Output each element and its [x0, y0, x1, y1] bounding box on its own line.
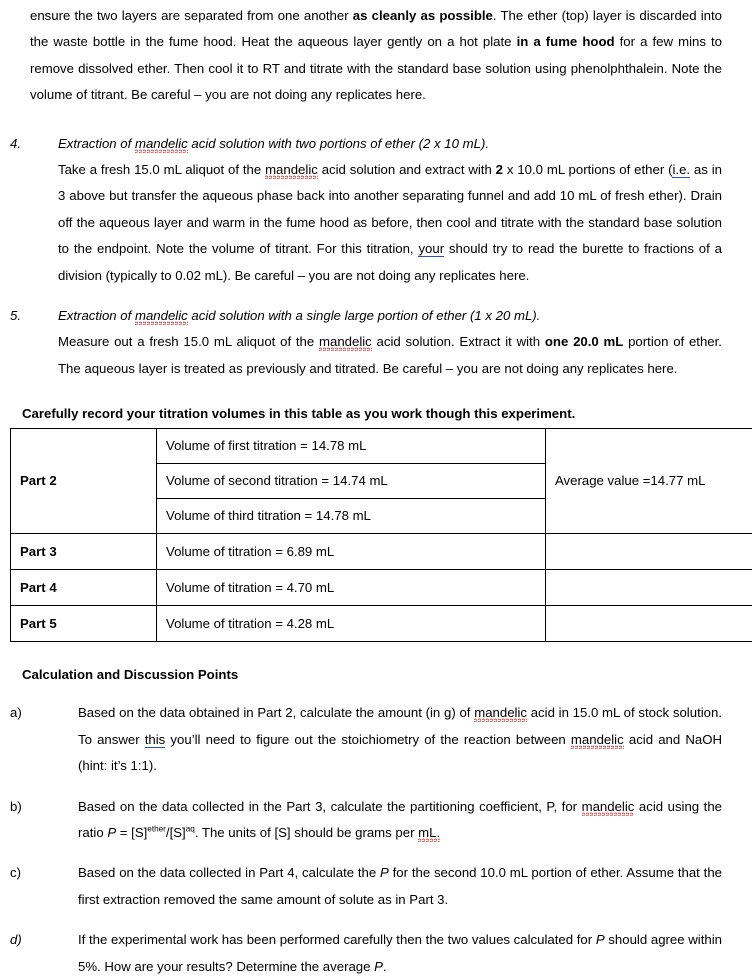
table-cell-average: Average value =14.77 mL	[546, 429, 752, 534]
spacer	[0, 642, 752, 664]
text-run: should agree within 5%. How are your results? Determine the average	[78, 932, 722, 973]
grammar-underline: your	[418, 241, 444, 257]
text-run: acid solution and extract with	[318, 162, 496, 177]
text-run: .	[383, 959, 387, 974]
text-run: x 10.0 mL portions of ether (	[503, 162, 672, 177]
text-run: Based on the data collected in the Part 3, calculate the partitioning coefficient, P, for	[78, 799, 582, 814]
superscript-text: ether	[147, 825, 166, 834]
text-run: for a few mins to remove dissolved ether. Then cool it to RT and titrate with the standard base solution using phenolphthalein. Note the volume of titrant. Be careful – you are not doing any replicates here.	[30, 34, 722, 102]
italic-text: P	[374, 959, 383, 974]
text-run: you’ll need to figure out the stoichiometry of the reaction between	[165, 732, 571, 747]
table-cell-average	[546, 534, 752, 570]
discussion-text	[78, 799, 722, 840]
discussion-marker: c)	[10, 860, 50, 886]
discussion-list	[0, 700, 752, 980]
discussion-marker: d)	[10, 927, 50, 953]
spellcheck-underline: mandelic	[474, 705, 527, 722]
discussion-heading: Calculation and Discussion Points	[22, 664, 752, 686]
discussion-text	[78, 932, 722, 973]
discussion-marker: b)	[10, 794, 50, 820]
paragraph-continuation	[30, 0, 722, 109]
text-run: acid in 15.0 mL of stock solution. To answer	[78, 705, 722, 746]
spellcheck-underline: mandelic	[135, 308, 188, 325]
text-run: acid solution with a single large portion of ether (1 x 20 mL).	[188, 308, 541, 323]
text-run: Based on the data obtained in Part 2, calculate the amount (in g) of	[78, 705, 474, 720]
spacer	[0, 913, 752, 927]
table-caption: Carefully record your titration volumes in this table as you work though this experiment.	[22, 404, 752, 424]
table-cell-part: Part 2	[11, 429, 157, 534]
spacer	[0, 780, 752, 794]
table-row	[11, 606, 752, 642]
discussion-item-c	[30, 860, 722, 913]
italic-text: P	[380, 865, 389, 880]
step-item-5	[30, 303, 722, 382]
table-cell-volume: Volume of titration = 6.89 mL	[157, 534, 546, 570]
table-cell-volume: Volume of third titration = 14.78 mL	[157, 499, 546, 534]
paragraph-continuation-text	[30, 8, 722, 102]
numbered-steps	[0, 131, 752, 383]
text-run: for the second 10.0 mL portion of ether. Assume that the first extraction removed the same amount of solute as in Part 3.	[78, 865, 722, 906]
step-body	[58, 329, 722, 382]
text-run: = [S]	[116, 825, 147, 840]
discussion-text	[78, 865, 722, 906]
spacer	[0, 382, 752, 404]
step-heading	[58, 131, 722, 157]
step-heading	[58, 303, 722, 329]
bold-text: in a fume hood	[517, 34, 615, 49]
text-run: should try to read the burette to fractions of a division (typically to 0.02 mL). Be careful – you are not doing any replicates here.	[58, 241, 722, 282]
step-body	[58, 157, 722, 289]
italic-text: P	[107, 825, 116, 840]
table-cell-part: Part 3	[11, 534, 157, 570]
discussion-marker: a)	[10, 700, 50, 726]
table-row	[11, 429, 752, 464]
spacer	[0, 109, 752, 131]
text-run: acid solution. Extract it with	[372, 334, 545, 349]
table-cell-average	[546, 606, 752, 642]
text-run: Take a fresh 15.0 mL aliquot of the	[58, 162, 265, 177]
spacer	[0, 289, 752, 303]
table-cell-volume: Volume of second titration = 14.74 mL	[157, 464, 546, 499]
text-run: acid and NaOH (hint: it’s 1:1).	[78, 732, 722, 773]
table-row	[11, 570, 752, 606]
text-run: acid using the ratio	[78, 799, 722, 840]
grammar-underline: this	[145, 732, 166, 748]
discussion-item-a	[30, 700, 722, 779]
spellcheck-underline: mandelic	[319, 334, 372, 351]
text-run: Extraction of	[58, 136, 135, 151]
table-cell-part: Part 5	[11, 606, 157, 642]
text-run: acid solution with two portions of ether (2 x 10 mL).	[188, 136, 489, 151]
text-run: /[S]	[166, 825, 186, 840]
step-marker: 4.	[10, 131, 32, 157]
spacer	[0, 686, 752, 700]
text-run: . The ether (top) layer is discarded into the waste bottle in the fume hood. Heat the aqueous layer gently on a hot plate	[30, 8, 722, 49]
bold-text: as cleanly as possible	[353, 8, 493, 23]
text-run: Based on the data collected in Part 4, calculate the	[78, 865, 380, 880]
spellcheck-underline: mandelic	[571, 732, 624, 749]
superscript-text: aq	[186, 825, 195, 834]
discussion-item-b	[30, 794, 722, 847]
text-run: . The units of [S] should be grams per	[195, 825, 418, 840]
text-run: Measure out a fresh 15.0 mL aliquot of the	[58, 334, 319, 349]
table-cell-average	[546, 570, 752, 606]
table-cell-volume: Volume of first titration = 14.78 mL	[157, 429, 546, 464]
titration-table	[10, 428, 752, 642]
step-marker: 5.	[10, 303, 32, 329]
table-cell-volume: Volume of titration = 4.70 mL	[157, 570, 546, 606]
table-cell-volume: Volume of titration = 4.28 mL	[157, 606, 546, 642]
bold-text: one 20.0 mL	[545, 334, 623, 349]
grammar-underline: i.e.	[672, 162, 690, 178]
text-run: ensure the two layers are separated from one another	[30, 8, 353, 23]
titration-table-body	[11, 429, 752, 642]
text-run: If the experimental work has been performed carefully then the two values calculated for	[78, 932, 596, 947]
spellcheck-underline: mL.	[418, 825, 440, 842]
step-item-4	[30, 131, 722, 289]
text-run: as in 3 above but transfer the aqueous phase back into another separating funnel and add 10 mL of fresh ether). Drain off the aqueous layer and warm in the fume hood as before, then cool and titrate with the standard base solution to the endpoint. Note the volume of titrant. For this titration,	[58, 162, 722, 256]
table-cell-part: Part 4	[11, 570, 157, 606]
italic-text: P	[596, 932, 605, 947]
spellcheck-underline: mandelic	[265, 162, 318, 179]
spellcheck-underline: mandelic	[135, 136, 188, 153]
table-row	[11, 534, 752, 570]
discussion-item-d	[30, 927, 722, 980]
bold-text: 2	[496, 162, 503, 177]
text-run: portion of ether. The aqueous layer is treated as previously and titrated. Be careful – you are not doing any replicates here.	[58, 334, 722, 375]
text-run: Extraction of	[58, 308, 135, 323]
spellcheck-underline: mandelic	[582, 799, 635, 816]
spacer	[0, 846, 752, 860]
discussion-text	[78, 705, 722, 773]
